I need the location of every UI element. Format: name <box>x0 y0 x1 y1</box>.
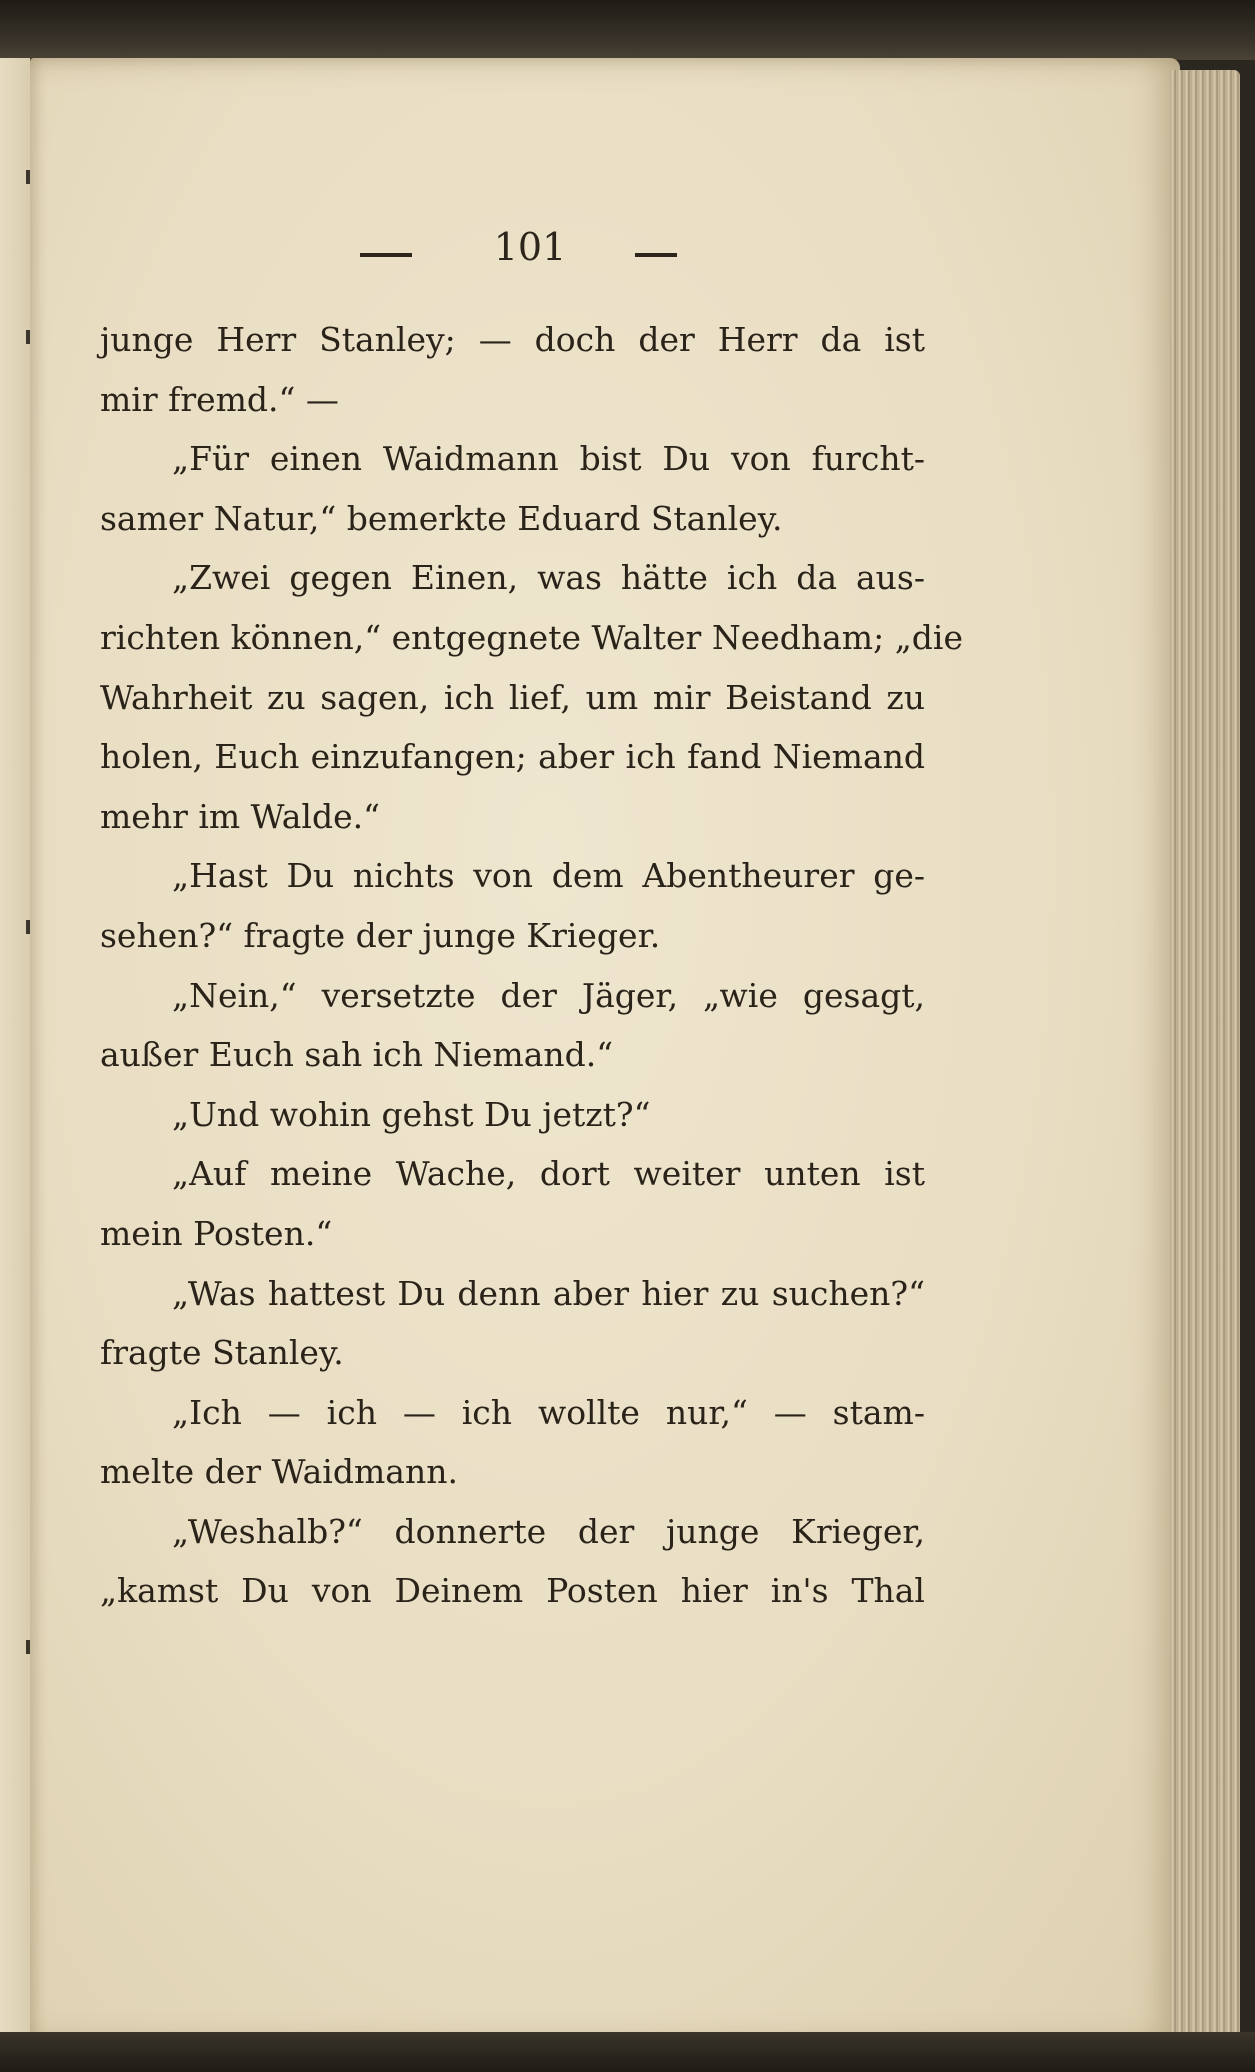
text-line: „Für einen Waidmann bist Du von furcht- <box>172 439 925 479</box>
text-line: mein Posten.“ <box>100 1213 333 1253</box>
binding-bottom-edge <box>0 2032 1255 2072</box>
text-line: mehr im Walde.“ <box>100 796 380 836</box>
binding-top-edge <box>0 0 1255 60</box>
text-line: holen, Euch einzufangen; aber ich fand Niemand <box>100 737 925 777</box>
left-margin <box>0 58 30 2048</box>
text-line: „Zwei gegen Einen, was hätte ich da aus- <box>172 558 925 598</box>
text-line: „Was hattest Du denn aber hier zu suchen?“ <box>172 1273 925 1313</box>
text-line: „Ich — ich — ich wollte nur,“ — stam- <box>172 1392 925 1432</box>
text-line: außer Euch sah ich Niemand.“ <box>100 1035 614 1075</box>
body-text <box>100 310 964 1621</box>
text-line: samer Natur,“ bemerkte Eduard Stanley. <box>100 498 783 538</box>
text-line: junge Herr Stanley; — doch der Herr da ist <box>100 320 925 359</box>
text-line: „Auf meine Wache, dort weiter unten ist <box>172 1154 925 1194</box>
text-line: „Weshalb?“ donnerte der junge Krieger, <box>172 1511 925 1551</box>
text-line: mir fremd.“ — <box>100 379 339 419</box>
text-line: Wahrheit zu sagen, ich lief, um mir Beistand zu <box>100 677 925 717</box>
text-line: melte der Waidmann. <box>100 1452 458 1492</box>
text-line: „Und wohin gehst Du jetzt?“ <box>172 1094 651 1134</box>
page-edges <box>1170 70 1240 2045</box>
text-line: richten können,“ entgegnete Walter Needham; „die <box>100 617 964 657</box>
text-line: „Hast Du nichts von dem Abentheurer ge- <box>172 856 925 896</box>
header-dash-left <box>360 253 412 257</box>
header-dash-right <box>635 253 677 257</box>
page-number: 101 <box>493 225 567 269</box>
text-line: „Nein,“ versetzte der Jäger, „wie gesagt, <box>172 975 925 1015</box>
page-header <box>360 225 680 285</box>
text-line: „kamst Du von Deinem Posten hier in's Thal <box>100 1571 925 1611</box>
text-line: fragte Stanley. <box>100 1333 344 1373</box>
text-line: sehen?“ fragte der junge Krieger. <box>100 915 661 955</box>
